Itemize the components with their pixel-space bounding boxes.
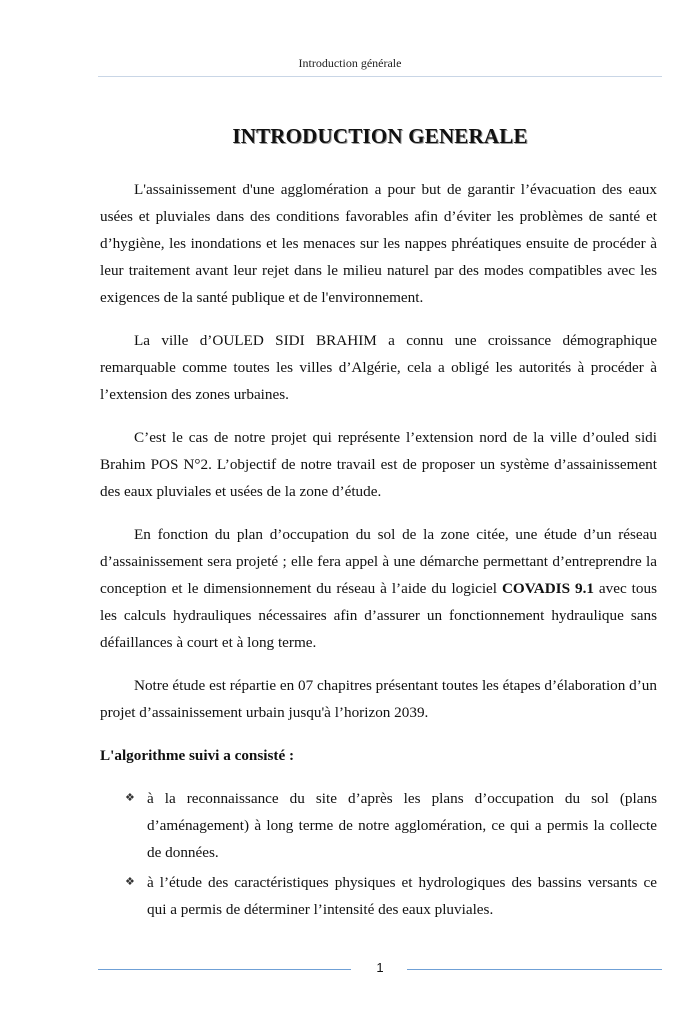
software-name: COVADIS 9.1 [501,580,594,597]
header-divider [98,76,662,77]
document-body [100,176,657,926]
list-item-text: à la reconnaissance du site d’après les plans d’occupation du sol (plans d’aménagement) à long terme de notre agglomération, ce qui a permis la collecte de données. [147,790,657,861]
running-header: Introduction générale [298,56,402,70]
footer-divider-right [407,969,662,970]
paragraph-chapitres: Notre étude est répartie en 07 chapitres présentant toutes les étapes d’élaboration d’un projet d’assainissement urbain jusqu'à l’horizon 2039. [100,677,657,721]
paragraph-ville: La ville d’OULED SIDI BRAHIM a connu une croissance démographique remarquable comme toutes les villes d’Algérie, cela a obligé les autorités à procéder à l’extension des zones urbaines. [100,332,657,403]
footer-divider-left [98,969,351,970]
list-item-text: à l’étude des caractéristiques physiques et hydrologiques des bassins versants ce qui a permis de déterminer l’intensité des eaux pluviales. [147,874,657,918]
paragraph-assainissement: L'assainissement d'une agglomération a pour but de garantir l’évacuation des eaux usées et pluviales dans des conditions favorables afin d’éviter les problèmes de santé et d’hygiène, les inondations et les menaces sur les nappes phréatiques ensuite de procéder à leur traitement avant leur rejet dans le milieu naturel par des modes compatibles avec les exigences de la santé publique et de l'environnement. [100,181,657,306]
paragraph-covadis-text-after: avec tous les calculs hydrauliques nécessaires afin d’assurer un fonctionnement hydraulique sans défaillances à court et à long terme. [100,580,657,651]
list-item [100,869,657,923]
algorithm-heading: L'algorithme suivi a consisté : [100,747,295,764]
page-number: 1 [376,960,384,975]
paragraph-covadis [100,521,657,656]
page-title: INTRODUCTION GENERALE [232,124,528,148]
diamond-bullet-icon: ❖ [125,792,135,804]
paragraph-covadis-text-before: En fonction du plan d’occupation du sol de la zone citée, une étude d’un réseau d’assainissement sera projeté ; elle fera appel à une démarche permettant d’entreprendre la conception et le dimensionnement du réseau à l’aide du logiciel [100,526,657,597]
paragraph-projet: C’est le cas de notre projet qui représente l’extension nord de la ville d’ouled sidi Brahim POS N°2. L’objectif de notre travail est de proposer un système d’assainissement des eaux pluviales et usées de la zone d’étude. [100,429,657,500]
list-item [100,785,657,866]
diamond-bullet-icon: ❖ [125,876,135,888]
algorithm-list [100,785,657,923]
